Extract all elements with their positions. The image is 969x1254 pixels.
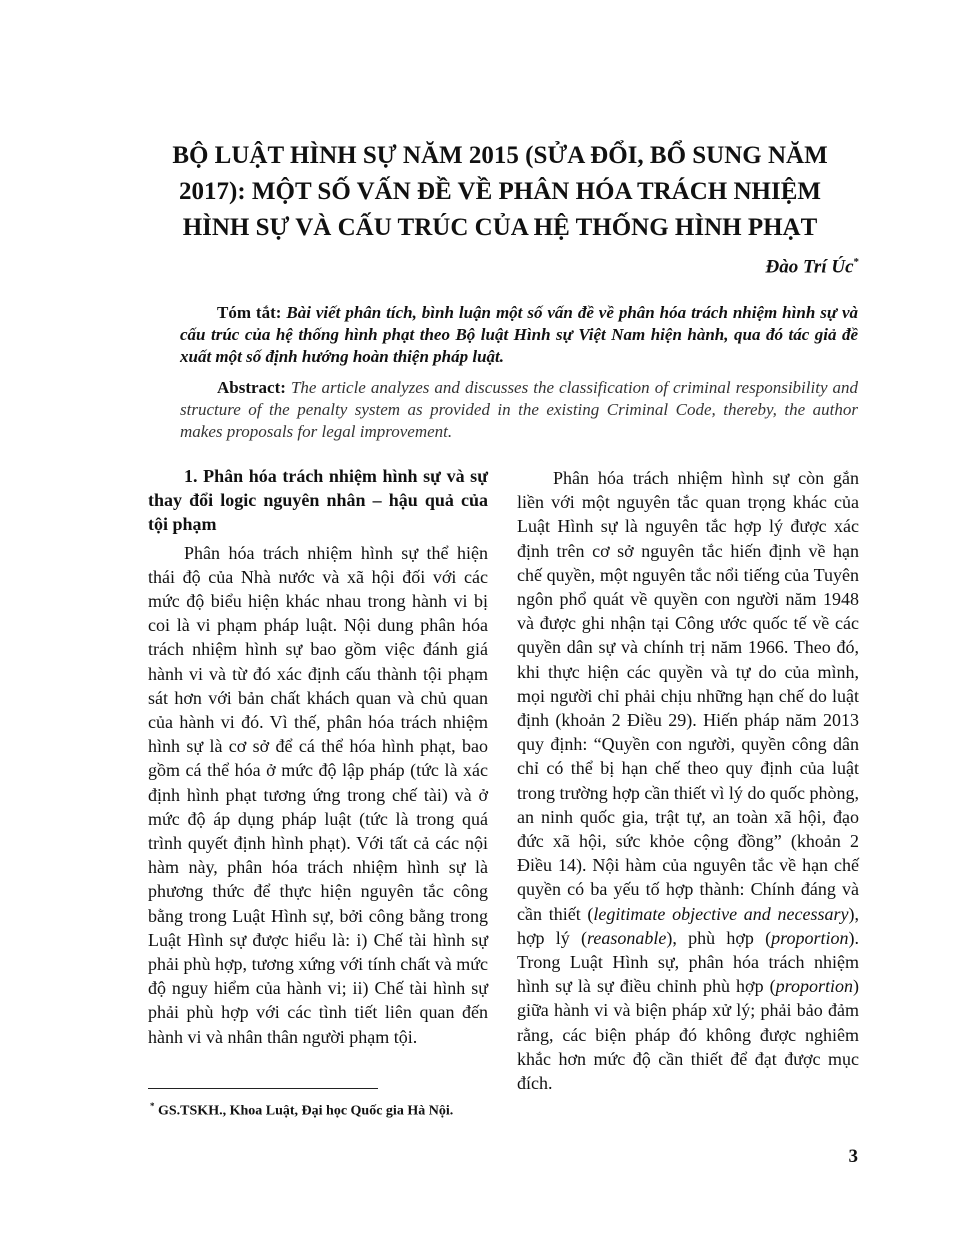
- italic-term: proportion: [775, 976, 853, 997]
- title-line: BỘ LUẬT HÌNH SỰ NĂM 2015 (SỬA ĐỔI, BỔ SUNG NĂM: [172, 142, 828, 169]
- abstract-text: The article analyzes and discusses the classification of criminal responsibility and structure of the penalty system as provided in the existing Criminal Code, thereby, the author makes proposals for legal improvement.: [180, 378, 859, 441]
- section-heading: 1. Phân hóa trách nhiệm hình sự và sự thay đổi logic nguyên nhân – hậu quả của tội phạm: [148, 466, 488, 535]
- summary-vietnamese: [180, 302, 858, 368]
- right-column: [517, 466, 859, 1095]
- footnote: [150, 1101, 453, 1120]
- text-run: Phân hóa trách nhiệm hình sự còn gắn liền với một nguyên tắc quan trọng khác của Luật Hình sự là nguyên tắc hợp lý được xác định trên cơ sở nguyên tắc hiến định về hạn chế quyền, một nguyên tắc nổi tiếng của Tuyên ngôn phổ quát về quyền con người năm 1948 và được ghi nhận tại Công ước quốc tế về các quyền dân sự và chính trị năm 1966. Theo đó, khi thực hiện các quyền và tự do của mình, mọi người chỉ phải chịu những hạn chế do luật định (khoản 2 Điều 29). Hiến pháp năm 2013 quy định: “Quyền con người, quyền công dân chỉ có thể bị hạn chế theo quy định của luật trong trường hợp cần thiết vì lý do quốc phòng, an ninh quốc gia, trật tự, an toàn xã hội, đạo đức xã hội, sức khỏe cộng đồng” (khoản 2 Điều 14). Nội hàm của nguyên tắc về hạn chế quyền có ba yếu tố hợp thành: Chính đáng và cần thiết (: [517, 468, 859, 924]
- author-footnote-mark: *: [853, 256, 859, 268]
- footnote-text: GS.TSKH., Khoa Luật, Đại học Quốc gia Hà Nội.: [158, 1103, 454, 1119]
- footnote-divider: [148, 1088, 378, 1089]
- right-paragraph: [517, 466, 859, 1095]
- author-byline: [766, 256, 859, 278]
- section-paragraph: Phân hóa trách nhiệm hình sự thể hiện thái độ của Nhà nước và xã hội đối với các mức độ biểu hiện khác nhau trong hành vi bị coi là vi phạm pháp luật. Nội dung phân hóa trách nhiệm hình sự bao gồm việc đánh giá hành vi và từ đó xác định cấu thành tội phạm sát hơn với bản chất khách quan và chủ quan của hành vi đó. Vì thế, phân hóa trách nhiệm hình sự là cơ sở để cá thể hóa hình phạt, bao gồm cá thể hóa ở mức độ lập pháp (tức là xác định hình phạt tương ứng trong chế tài) và ở mức độ áp dụng pháp luật (tức là trong quá trình quyết định hình phạt). Với tất cả các nội hàm này, phân hóa trách nhiệm hình sự là phương thức để thực hiện nguyên tắc công bằng trong Luật Hình sự, bởi công bằng trong Luật Hình sự được hiểu là: i) Chế tài hình sự phải phù hợp, tương xứng với tính chất và mức độ nguy hiểm của hành vi; ii) Chế tài hình sự phải phù hợp với các tình tiết liên quan đến hành vi và nhân thân người phạm tội.: [148, 542, 488, 1047]
- text-run: ), phù hợp (: [666, 927, 772, 948]
- italic-term: proportion: [771, 927, 849, 948]
- abstract-english: [180, 377, 858, 443]
- title-line: 2017): MỘT SỐ VẤN ĐỀ VỀ PHÂN HÓA TRÁCH NHIỆM: [179, 178, 821, 205]
- article-title: [120, 138, 880, 246]
- text-run: ), hợp lý (: [517, 903, 860, 948]
- title-line: HÌNH SỰ VÀ CẤU TRÚC CỦA HỆ THỐNG HÌNH PHẠT: [182, 214, 818, 241]
- text-run: ) giữa hành vi và biện pháp xử lý; phải bảo đảm rằng, các biện pháp đó không được nghiêm khắc hơn mức độ cần thiết để đạt được mục đích.: [517, 976, 859, 1094]
- italic-term: reasonable: [587, 927, 667, 948]
- summary-vi-label: Tóm tắt:: [217, 303, 282, 322]
- left-column: [148, 464, 488, 1049]
- abstract-label: Abstract:: [217, 378, 286, 397]
- author-name: Đào Trí Úc: [765, 256, 854, 278]
- summary-vi-text: Bài viết phân tích, bình luận một số vấn đề về phân hóa trách nhiệm hình sự và cấu trúc của hệ thống hình phạt theo Bộ luật Hình sự Việt Nam hiện hành, qua đó tác giả đề xuất một số định hướng hoàn thiện pháp luật.: [180, 303, 858, 366]
- page-number: 3: [848, 1146, 858, 1167]
- italic-term: legitimate objective and necessary: [593, 903, 849, 924]
- footnote-mark: *: [150, 1101, 155, 1111]
- text-run: ). Trong Luật Hình sự, phân hóa trách nhiệm hình sự là sự điều chỉnh phù hợp (: [517, 927, 860, 997]
